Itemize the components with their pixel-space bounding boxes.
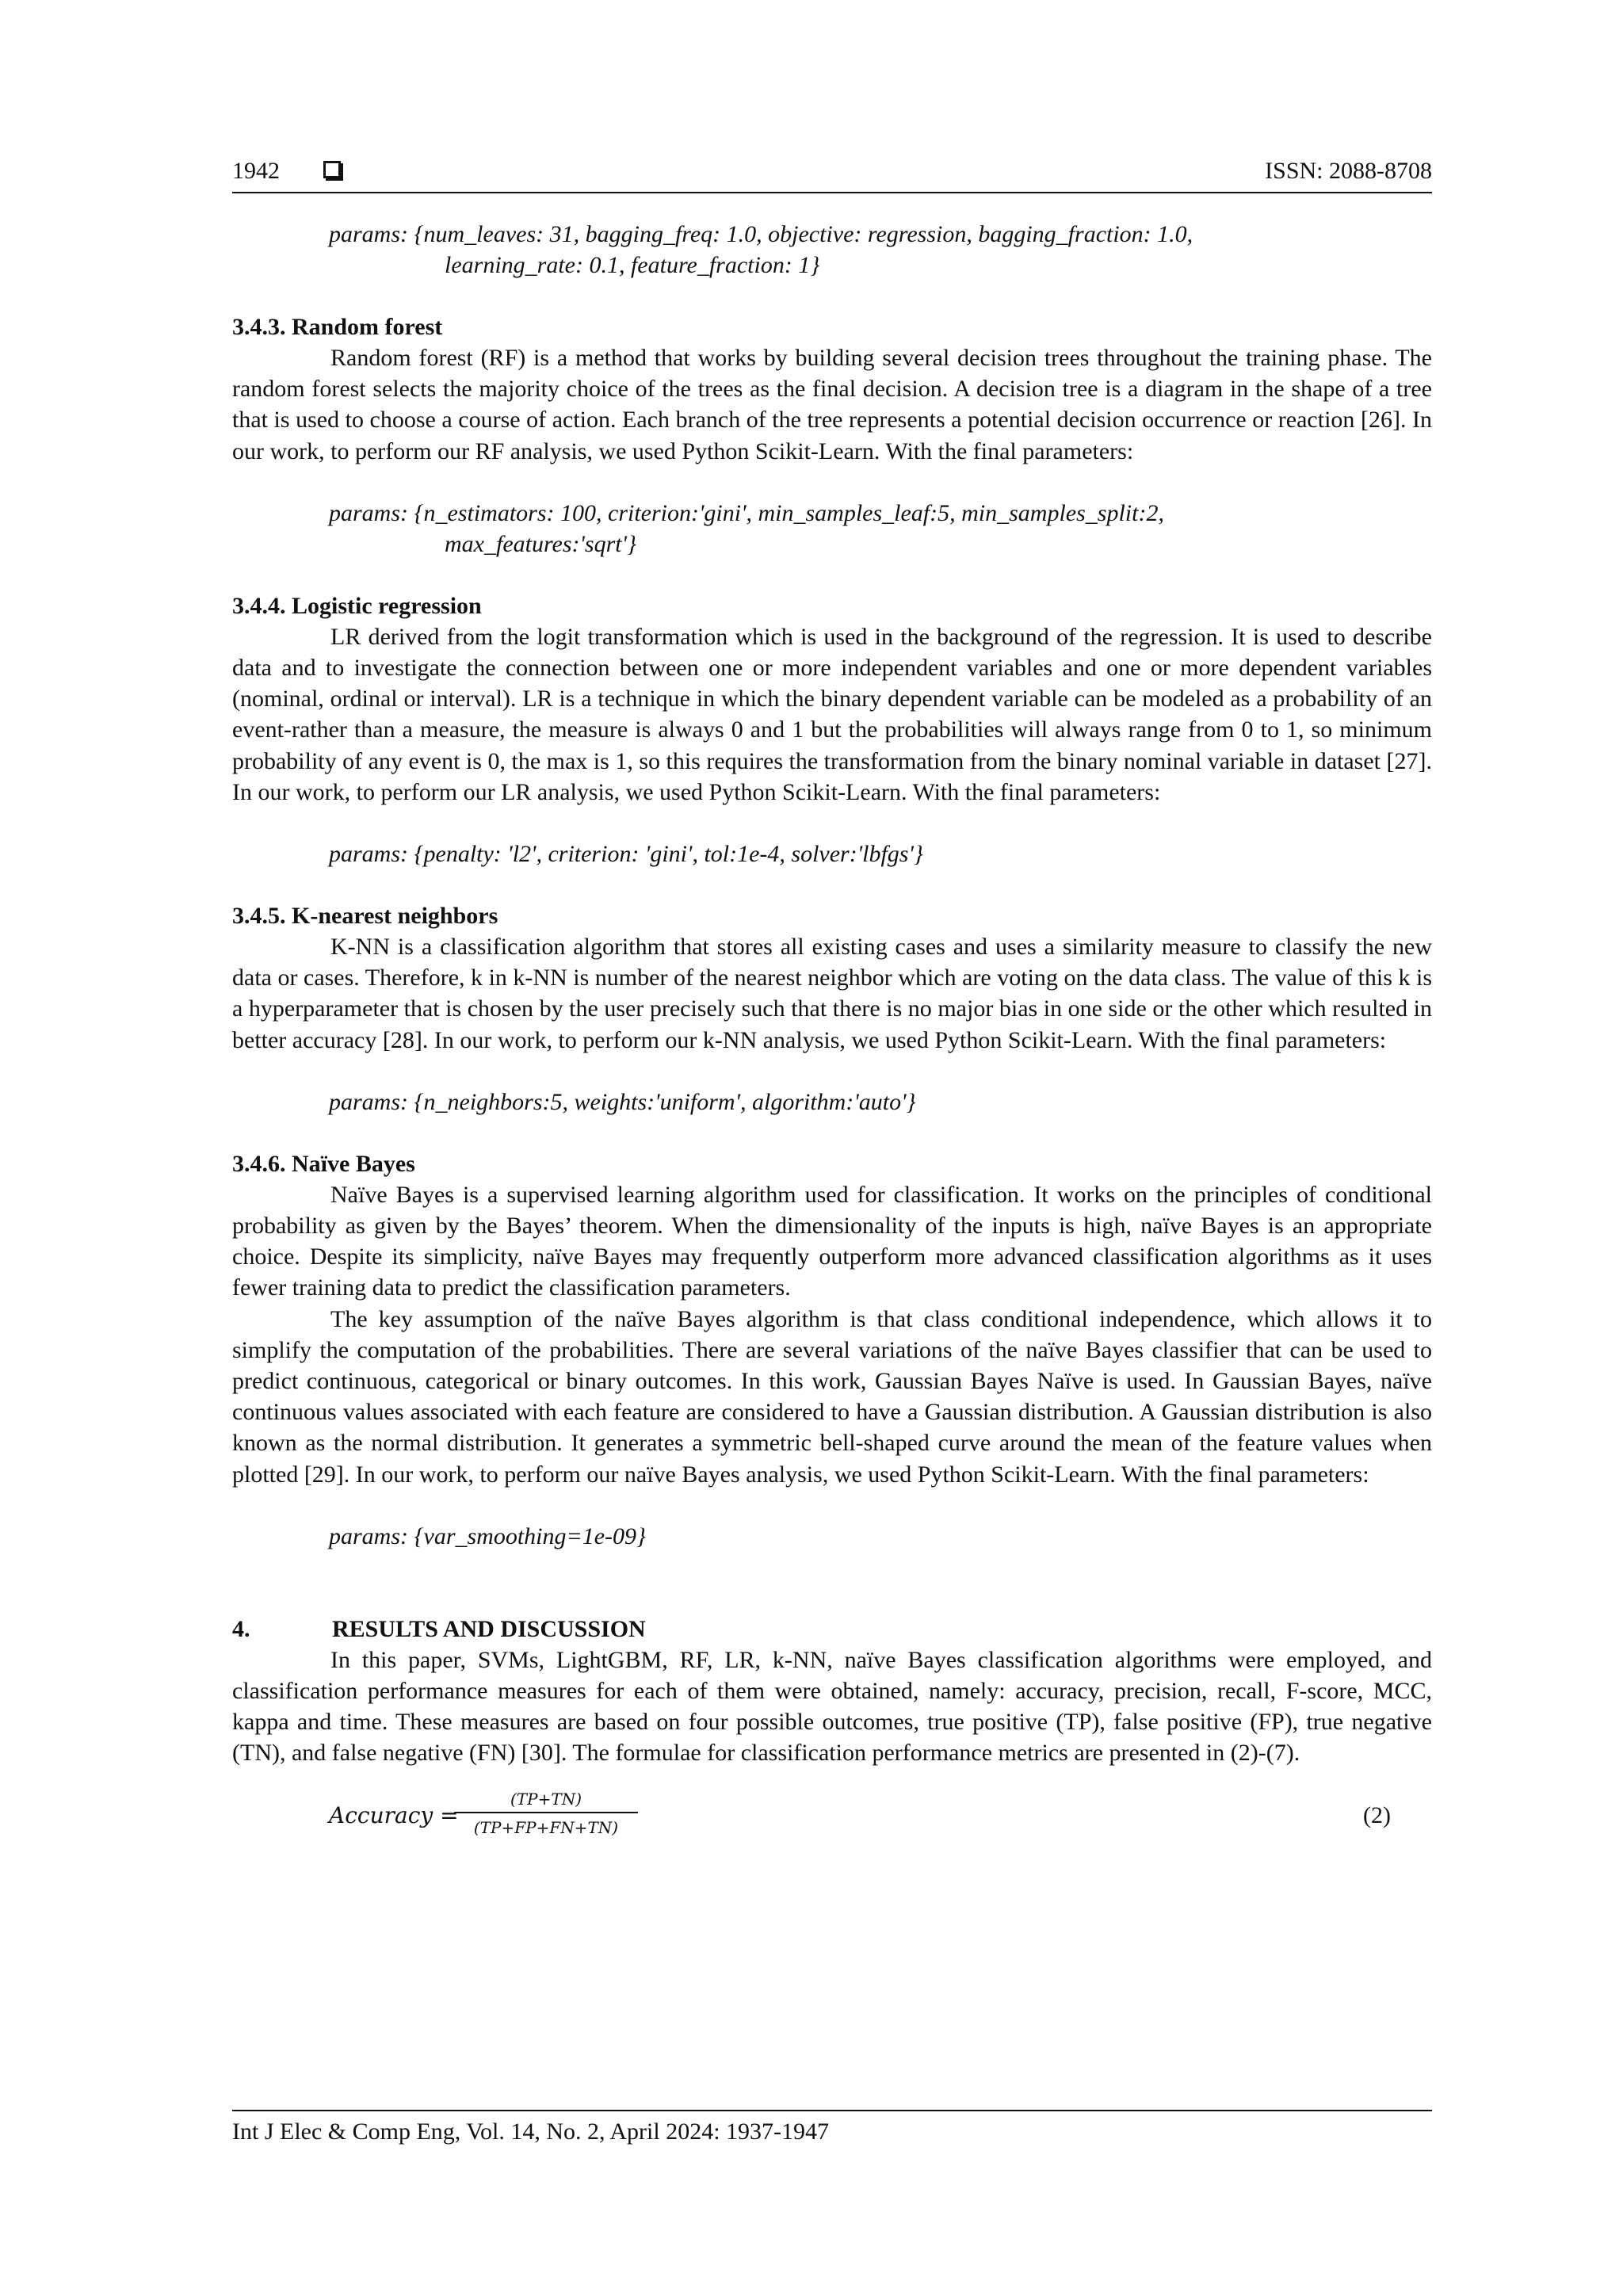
body-content (232, 219, 1432, 1848)
params-line: max_features:'sqrt'} (445, 530, 637, 557)
lightgbm-params (232, 219, 1432, 281)
equation-number: (2) (1363, 1801, 1391, 1828)
equation-fraction (454, 1788, 638, 1839)
params-line: params: {n_estimators: 100, criterion:'gini', min_samples_leaf:5, min_samples_split:2, (329, 499, 1164, 526)
square-bullet-icon (323, 161, 341, 178)
rf-params (232, 498, 1432, 560)
paragraph-results: In this paper, SVMs, LightGBM, RF, LR, k-NN, naïve Bayes classification algorithms were employed, and classification performance measures for each of them were obtained, namely: accuracy, precision, recall, F-score, MCC, kappa and time. These measures are based on four possible outcomes, true positive (TP), false positive (FP), true negative (TN), and false negative (FN) [30]. The formulae for classification performance metrics are presented in (2)-(7). (232, 1646, 1432, 1767)
issn-label: ISSN: 2088-8708 (1265, 158, 1432, 184)
fraction-bar (454, 1812, 638, 1813)
equation-numerator: (TP+TN) (510, 1789, 582, 1809)
paragraph-random-forest: Random forest (RF) is a method that works by building several decision trees throughout the training phase. The random forest selects the majority choice of the trees as the final decision. A decision tree is a diagram in the shape of a tree that is used to choose a course of action. Each branch of the tree represents a potential decision occurrence or reaction [26]. In our work, to perform our RF analysis, we used Python Scikit-Learn. With the final parameters: (232, 345, 1432, 464)
nb-params: params: {var_smoothing=1e-09} (329, 1522, 647, 1549)
header-rule (232, 192, 1432, 193)
page-footer: Int J Elec & Comp Eng, Vol. 14, No. 2, April 2024: 1937-1947 (232, 2118, 830, 2145)
paragraph-naive-bayes-2: The key assumption of the naïve Bayes algorithm is that class conditional independence, which allows it to simplify the computation of the probabilities. There are several variations of the naïve Bayes classifier that can be used to predict continuous, categorical or binary outcomes. In this work, Gaussian Bayes Naïve is used. In Gaussian Bayes, naïve continuous values associated with each feature are considered to have a Gaussian distribution. A Gaussian distribution is also known as the normal distribution. It generates a symmetric bell-shaped curve around the mean of the feature values when plotted [29]. In our work, to perform our naïve Bayes analysis, we used Python Scikit-Learn. With the final parameters: (232, 1305, 1432, 1488)
lr-params: params: {penalty: 'l2', criterion: 'gini', tol:1e-4, solver:'lbfgs'} (329, 841, 923, 868)
params-line: params: {num_leaves: 31, bagging_freq: 1.0, objective: regression, bagging_fraction: 1.0, (329, 221, 1193, 247)
equation-lhs: Accuracy = (329, 1801, 459, 1828)
section-heading-random-forest: 3.4.3. Random forest (232, 314, 443, 340)
paragraph-knn: K-NN is a classification algorithm that stores all existing cases and uses a similarity measure to classify the new data or cases. Therefore, k in k-NN is number of the nearest neighbor which are voting on the data class. The value of this k is a hyperparameter that is chosen by the user precisely such that there is no major bias in one side or the other which resulted in better accuracy [28]. In our work, to perform our k-NN analysis, we used Python Scikit-Learn. With the final parameters: (232, 934, 1432, 1053)
params-line: learning_rate: 0.1, feature_fraction: 1} (445, 252, 820, 278)
paragraph-logistic-regression: LR derived from the logit transformation which is used in the background of the regression. It is used to describe data and to investigate the connection between one or more independent variables and one or more dependent variables (nominal, ordinal or interval). LR is a technique in which the binary dependent variable can be modeled as a probability of an event-rather than a measure, the measure is always 0 and 1 but the probabilities will always range from 0 to 1, so minimum probability of any event is 0, the max is 1, so this requires the transformation from the binary nominal variable in dataset [27]. In our work, to perform our LR analysis, we used Python Scikit-Learn. With the final parameters: (232, 623, 1432, 805)
page-header (232, 155, 1432, 192)
section-number: 4. (232, 1615, 250, 1642)
section-heading-results (232, 1614, 1432, 1645)
section-title: RESULTS AND DISCUSSION (332, 1615, 646, 1642)
equation-accuracy (232, 1785, 1432, 1848)
section-heading-logistic-regression: 3.4.4. Logistic regression (232, 592, 482, 619)
section-heading-naive-bayes: 3.4.6. Naïve Bayes (232, 1150, 415, 1177)
knn-params: params: {n_neighbors:5, weights:'uniform', algorithm:'auto'} (329, 1088, 916, 1115)
paragraph-naive-bayes-1: Naïve Bayes is a supervised learning algorithm used for classification. It works on the principles of conditional probability as given by the Bayes’ theorem. When the dimensionality of the inputs is high, naïve Bayes is an appropriate choice. Despite its simplicity, naïve Bayes may frequently outperform more advanced classification algorithms as it uses fewer training data to predict the classification parameters. (232, 1181, 1432, 1301)
footer-rule (232, 2110, 1432, 2111)
section-heading-knn: 3.4.5. K-nearest neighbors (232, 903, 498, 930)
page-number: 1942 (232, 158, 280, 184)
equation-denominator: (TP+FP+FN+TN) (473, 1817, 619, 1837)
